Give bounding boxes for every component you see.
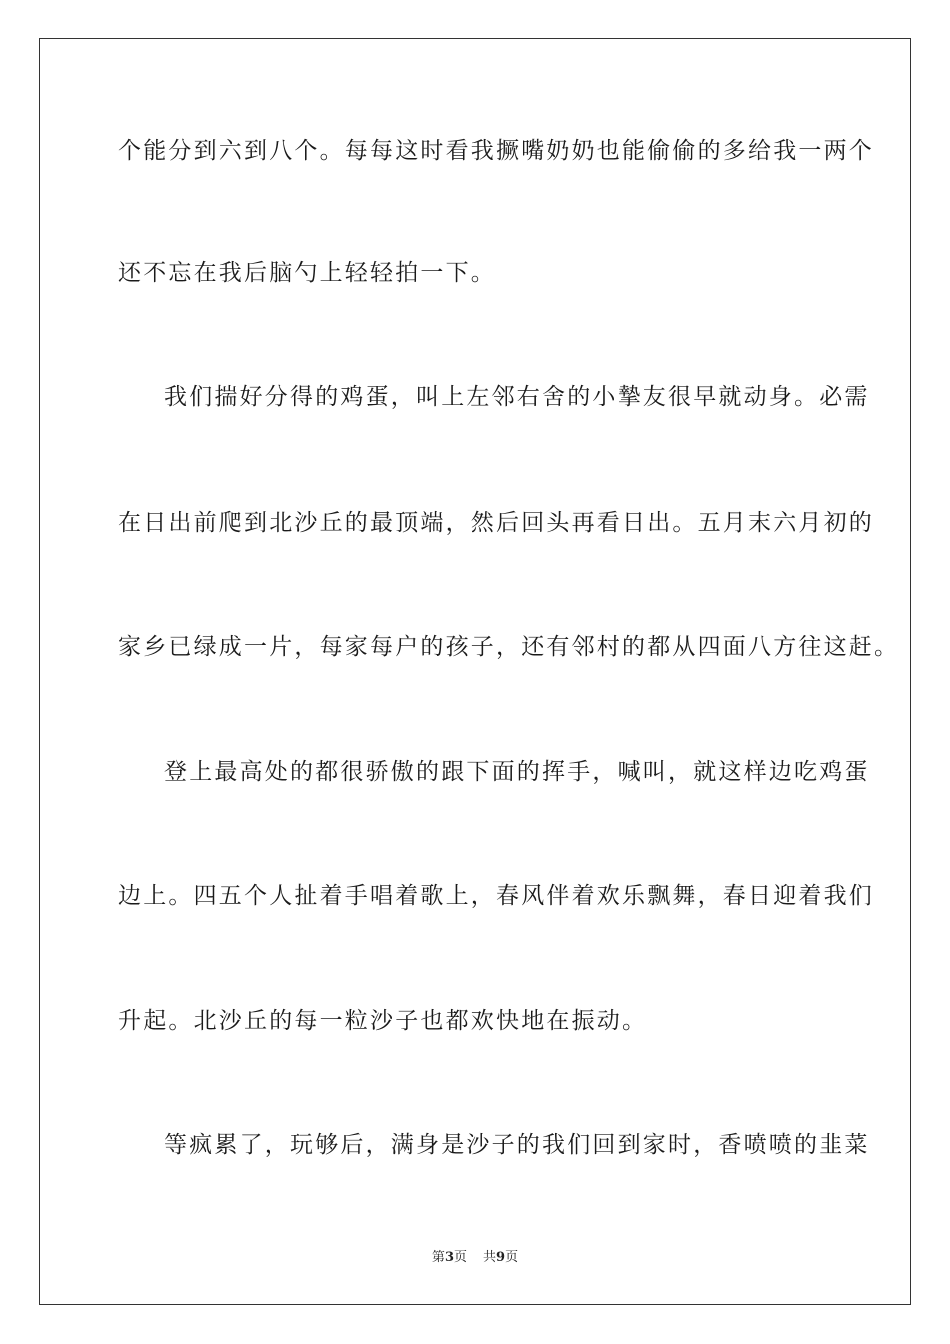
page-border — [39, 38, 911, 1305]
body-line-1: 个能分到六到八个。每每这时看我撅嘴奶奶也能偷偷的多给我一两个 — [118, 138, 874, 164]
page-total: 9 — [496, 1250, 506, 1265]
body-line-9: 等疯累了，玩够后，满身是沙子的我们回到家时，香喷喷的韭菜 — [164, 1132, 870, 1158]
body-line-2: 还不忘在我后脑勺上轻轻拍一下。 — [118, 260, 496, 286]
body-line-4: 在日出前爬到北沙丘的最顶端，然后回头再看日出。五月末六月初的 — [118, 510, 874, 536]
body-line-7: 边上。四五个人扯着手唱着歌上，春风伴着欢乐飘舞，春日迎着我们 — [118, 883, 874, 909]
body-line-6: 登上最高处的都很骄傲的跟下面的挥手，喊叫，就这样边吃鸡蛋 — [164, 759, 870, 785]
page-prefix: 第 — [431, 1250, 445, 1265]
page-current: 3 — [444, 1250, 454, 1265]
body-line-3: 我们揣好分得的鸡蛋，叫上左邻右舍的小摯友很早就动身。必需 — [164, 384, 870, 410]
body-line-5: 家乡已绿成一片，每家每户的孩子，还有邻村的都从四面八方往这赶。 — [118, 634, 900, 660]
page-footer — [0, 1246, 950, 1265]
total-prefix: 共 — [483, 1250, 497, 1265]
body-line-8: 升起。北沙丘的每一粒沙子也都欢快地在振动。 — [118, 1008, 648, 1034]
page-unit: 页 — [453, 1250, 467, 1265]
total-unit: 页 — [505, 1250, 519, 1265]
